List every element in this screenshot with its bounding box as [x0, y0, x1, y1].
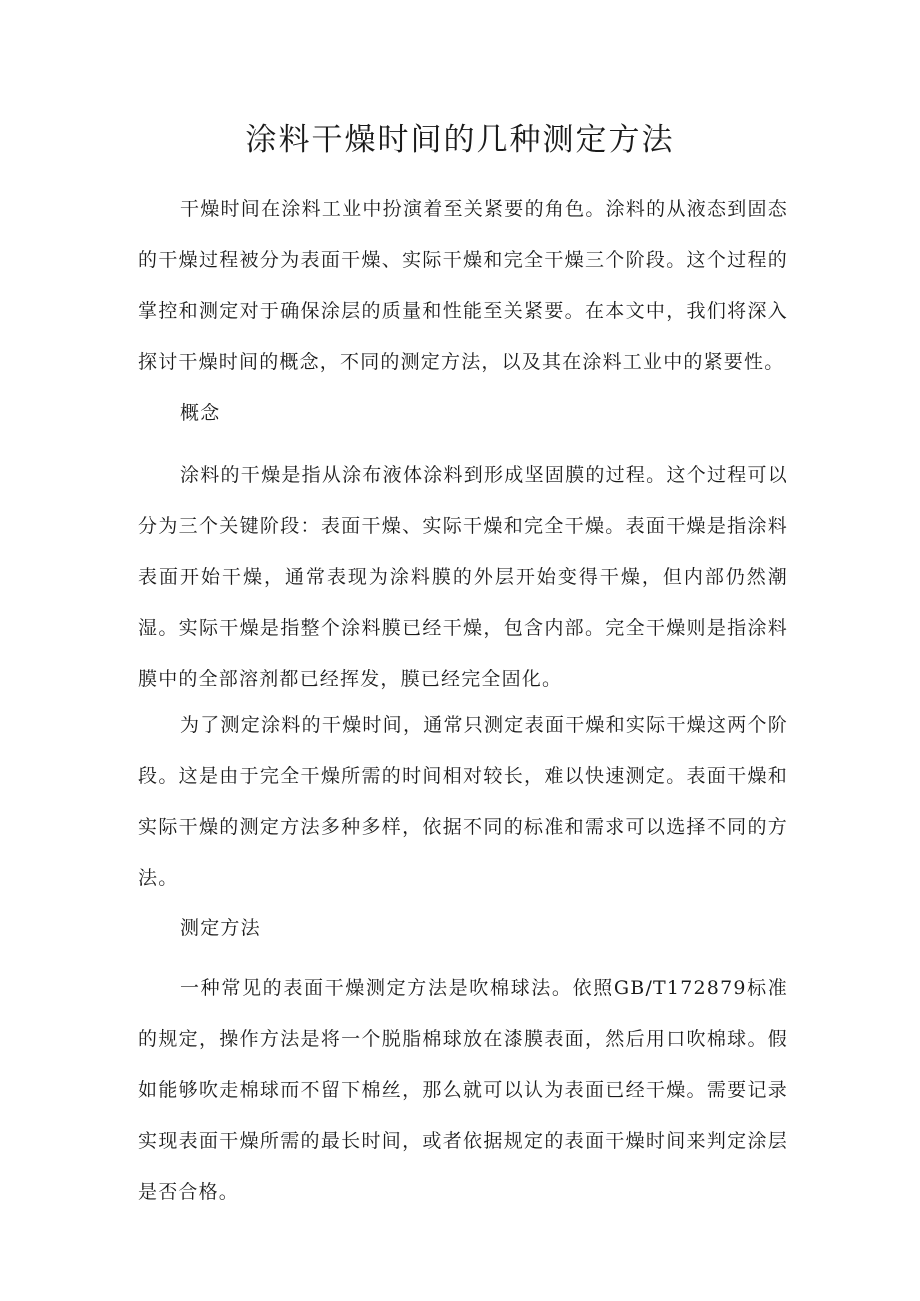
section-heading-methods: 测定方法: [180, 917, 261, 939]
measurement-scope-paragraph: 为了测定涂料的干燥时间，通常只测定表面干燥和实际干燥这两个阶段。这是由于完全干燥所需的时间相对较长，难以快速测定。表面干燥和实际干燥的测定方法多种多样，依据不同的标准和需求可以选择不同的方法。: [138, 714, 788, 889]
concept-paragraph: 涂料的干燥是指从涂布液体涂料到形成坚固膜的过程。这个过程可以分为三个关键阶段：表面干燥、实际干燥和完全干燥。表面干燥是指涂料表面开始干燥，通常表现为涂料膜的外层开始变得干燥，但内部仍然潮湿。实际干燥是指整个涂料膜已经干燥，包含内部。完全干燥则是指涂料膜中的全部溶剂都已经挥发，膜已经完全固化。: [138, 464, 788, 690]
section-heading-concept: 概念: [180, 402, 221, 424]
cotton-ball-method-paragraph: 一种常见的表面干燥测定方法是吹棉球法。依照GB/T172879标准的规定，操作方法是将一个脱脂棉球放在漆膜表面，然后用口吹棉球。假如能够吹走棉球而不留下棉丝，那么就可以认为表面已经干燥。需要记录实现表面干燥所需的最长时间，或者依据规定的表面干燥时间来判定涂层是否合格。: [138, 977, 788, 1203]
document-title: 涂料干燥时间的几种测定方法: [245, 122, 675, 158]
intro-paragraph: 干燥时间在涂料工业中扮演着至关紧要的角色。涂料的从液态到固态的干燥过程被分为表面干燥、实际干燥和完全干燥三个阶段。这个过程的掌控和测定对于确保涂层的质量和性能至关紧要。在本文中，我们将深入探讨干燥时间的概念，不同的测定方法，以及其在涂料工业中的紧要性。: [138, 198, 788, 373]
